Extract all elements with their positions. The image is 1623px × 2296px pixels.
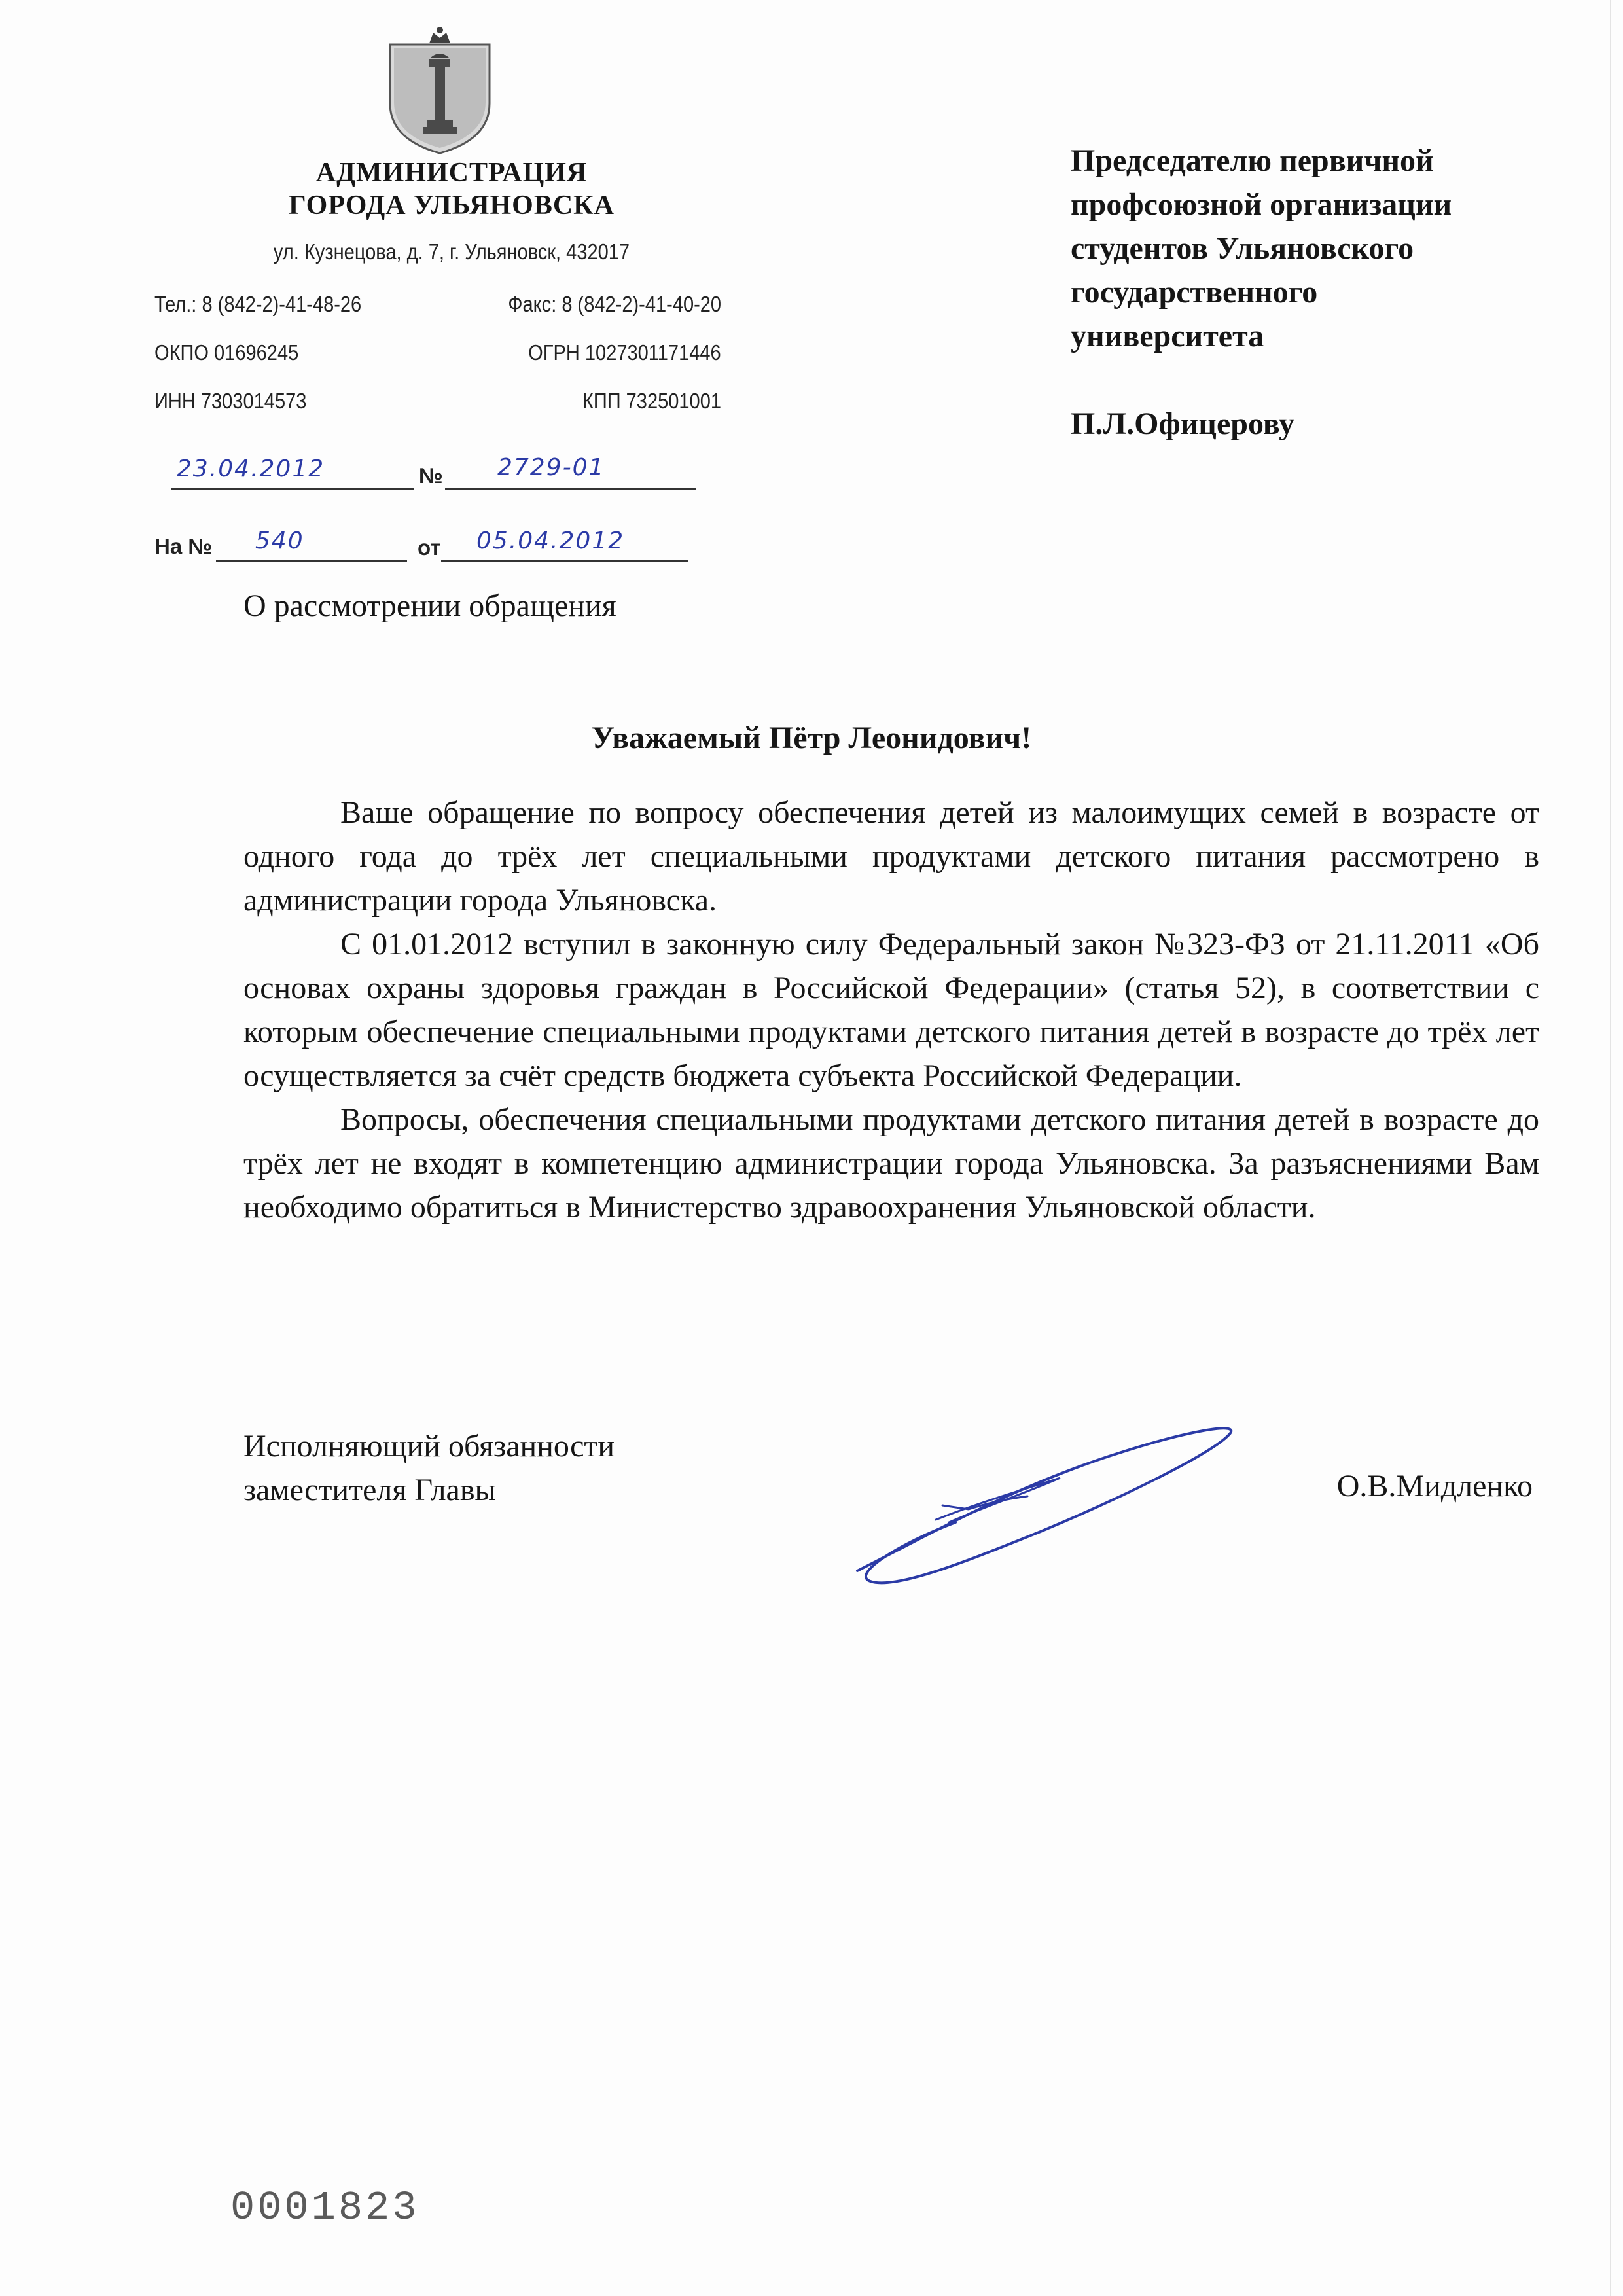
body-paragraph: Вопросы, обеспечения специальными продуктами детского питания детей в возрасте до трёх лет не входят в компетенцию администрации города Ульяновска. За разъяснениями Вам необходимо обратиться в Министерство здравоохранения Ульяновской области. <box>243 1102 1539 1225</box>
outgoing-number-line <box>445 488 696 490</box>
outgoing-date-line <box>171 488 414 490</box>
org-ogrn: ОГРН 1027301171446 <box>528 340 721 365</box>
reply-number: 540 <box>255 528 304 554</box>
org-fax: Факс: 8 (842-2)-41-40-20 <box>508 292 721 316</box>
coat-of-arms-icon <box>385 25 495 156</box>
document-serial-number: 0001823 <box>230 2185 419 2231</box>
reply-date-line <box>441 560 688 562</box>
signer-position-line2: заместителя Главы <box>243 1473 496 1507</box>
letter-body <box>243 791 1539 1229</box>
org-name-line1: АДМИНИСТРАЦИЯ <box>315 158 588 188</box>
from-label: от <box>418 535 441 560</box>
outgoing-number: 2729-01 <box>497 454 605 481</box>
org-okpo: ОКПО 01696245 <box>154 340 299 365</box>
recipient-line: университета <box>1071 319 1264 353</box>
org-phone: Тел.: 8 (842-2)-41-48-26 <box>154 292 362 316</box>
paper-edge <box>1610 0 1611 2296</box>
org-inn: ИНН 7303014573 <box>154 389 307 413</box>
recipient-block <box>1071 139 1568 446</box>
reply-date: 05.04.2012 <box>476 528 625 554</box>
reply-number-line <box>216 560 407 562</box>
recipient-line: студентов Ульяновского <box>1071 231 1414 266</box>
handwritten-signature <box>844 1394 1250 1590</box>
recipient-name: П.Л.Офицерову <box>1071 406 1295 441</box>
number-label: № <box>419 463 443 488</box>
signer-name: О.В.Мидленко <box>1336 1469 1533 1503</box>
org-name-line2: ГОРОДА УЛЬЯНОВСКА <box>289 190 615 221</box>
recipient-line: Председателю первичной <box>1071 143 1434 178</box>
signer-position-line1: Исполняющий обязанности <box>243 1429 615 1463</box>
outgoing-date: 23.04.2012 <box>177 456 325 482</box>
body-paragraph: С 01.01.2012 вступил в законную силу Федеральный закон №323-ФЗ от 21.11.2011 «Об основах охраны здоровья граждан в Российской Федерации» (статья 52), в соответствии с которым обеспечение специальными продуктами детского питания детей в возрасте до трёх лет осуществляется за счёт средств бюджета субъекта Российской Федерации. <box>243 927 1539 1093</box>
org-address: ул. Кузнецова, д. 7, г. Ульяновск, 432017 <box>273 240 630 264</box>
letter-greeting: Уважаемый Пётр Леонидович! <box>591 721 1032 755</box>
body-paragraph: Ваше обращение по вопросу обеспечения детей из малоимущих семей в возрасте от одного года до трёх лет специальными продуктами детского питания рассмотрено в администрации города Ульяновска. <box>243 795 1539 918</box>
reply-to-label: На № <box>154 534 213 558</box>
recipient-line: государственного <box>1071 275 1318 310</box>
letter-subject: О рассмотрении обращения <box>243 588 616 623</box>
signer-position <box>243 1424 615 1512</box>
org-kpp: КПП 732501001 <box>582 389 721 413</box>
recipient-line: профсоюзной организации <box>1071 187 1452 222</box>
